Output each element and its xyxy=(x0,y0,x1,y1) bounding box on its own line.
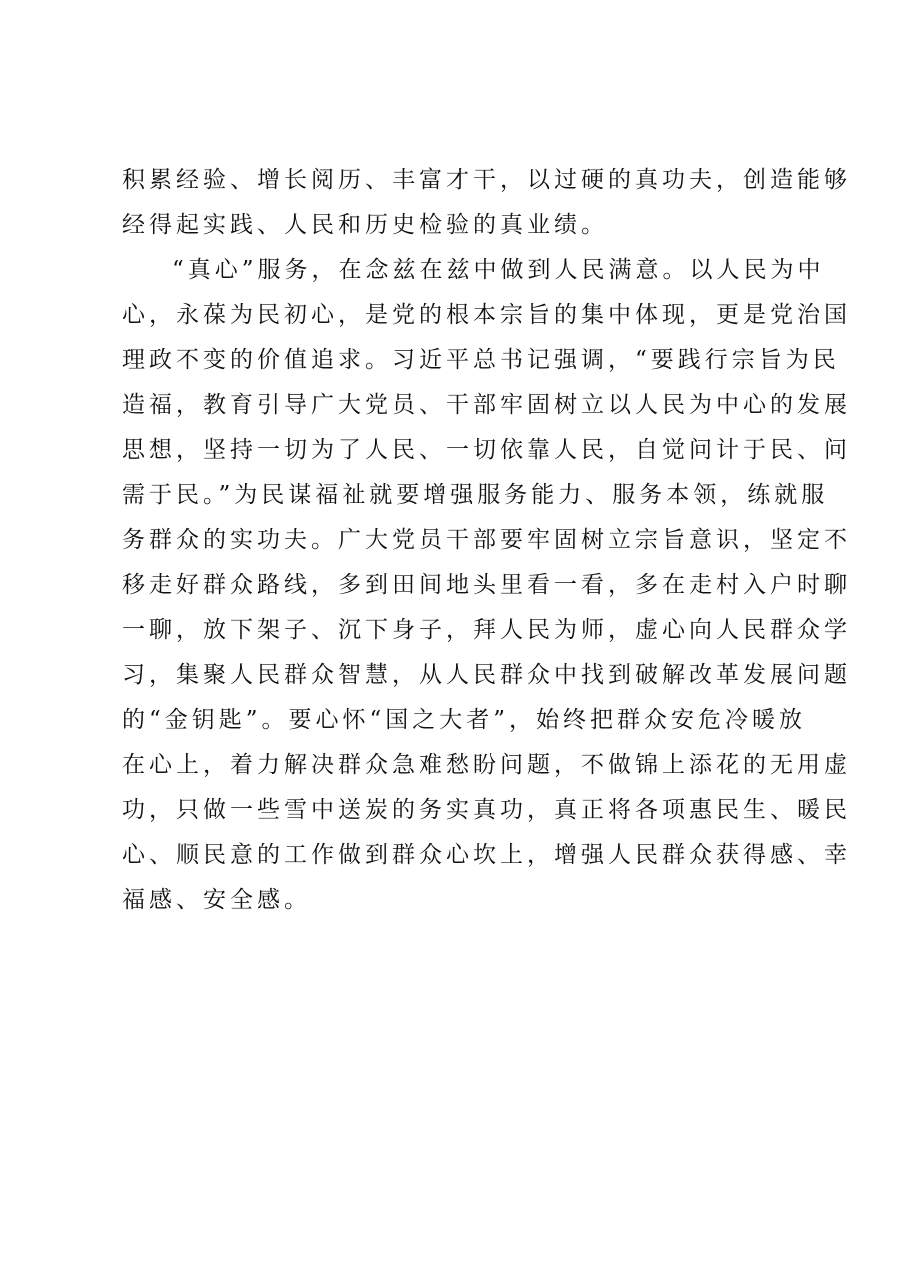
paragraph-line: 经得起实践、人民和历史检验的真业绩。 xyxy=(122,212,608,238)
paragraph-line: 一聊，放下架子、沉下身子，拜人民为师，虚心向人民群众学 xyxy=(122,617,851,643)
paragraph-line: “真心”服务，在念兹在兹中做到人民满意。以人民为中 xyxy=(172,257,825,283)
paragraph-line: 思想，坚持一切为了人民、一切依靠人民，自觉问计于民、问 xyxy=(122,437,851,463)
paragraph-line: 福感、安全感。 xyxy=(122,887,311,913)
paragraph-line: 习，集聚人民群众智慧，从人民群众中找到破解改革发展问题 xyxy=(122,662,851,688)
paragraph-line: 功，只做一些雪中送炭的务实真功，真正将各项惠民生、暖民 xyxy=(122,797,851,823)
paragraph-line: 积累经验、增长阅历、丰富才干，以过硬的真功夫，创造能够 xyxy=(122,167,851,193)
paragraph-line: 心，永葆为民初心，是党的根本宗旨的集中体现，更是党治国 xyxy=(122,302,851,328)
paragraph-line: 务群众的实功夫。广大党员干部要牢固树立宗旨意识，坚定不 xyxy=(122,527,851,553)
paragraph-line: 在心上，着力解决群众急难愁盼问题，不做锦上添花的无用虚 xyxy=(122,752,851,778)
paragraph-line: 理政不变的价值追求。习近平总书记强调，“要践行宗旨为民 xyxy=(122,347,840,373)
paragraph-line: 需于民。”为民谋福祉就要增强服务能力、服务本领，练就服 xyxy=(122,482,829,508)
paragraph-line: 造福，教育引导广大党员、干部牢固树立以人民为中心的发展 xyxy=(122,392,851,418)
paragraph-line: 心、顺民意的工作做到群众心坎上，增强人民群众获得感、幸 xyxy=(122,842,851,868)
paragraph-line: 的“金钥匙”。要心怀“国之大者”，始终把群众安危冷暖放 xyxy=(122,707,807,733)
document-body xyxy=(122,158,851,923)
paragraph-line: 移走好群众路线，多到田间地头里看一看，多在走村入户时聊 xyxy=(122,572,851,598)
